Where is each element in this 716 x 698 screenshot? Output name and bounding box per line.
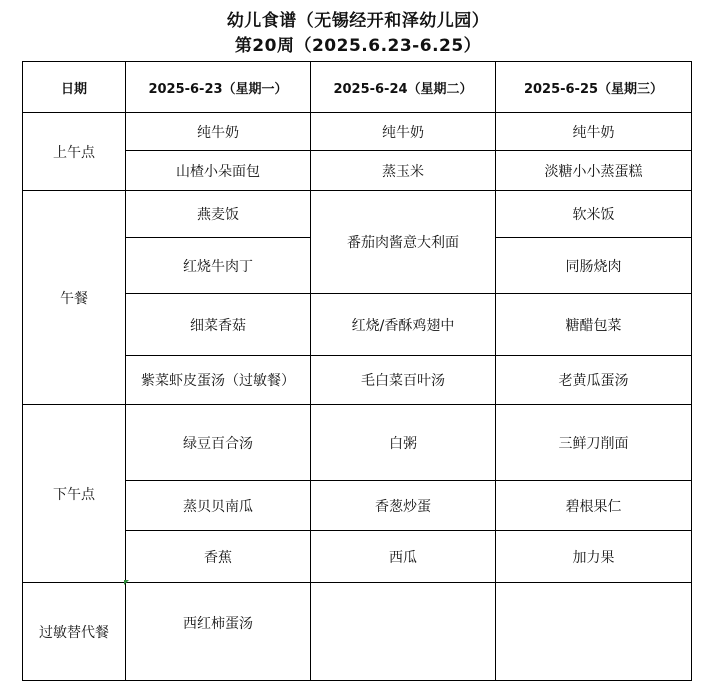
day-header-mon: 2025-6-23（星期一） [126, 62, 311, 113]
table-row [23, 113, 692, 151]
morning-snack-label: 上午点 [23, 113, 126, 191]
date-header: 日期 [23, 62, 126, 113]
menu-cell: 加力果 [496, 531, 692, 583]
menu-cell: 纯牛奶 [311, 113, 496, 151]
menu-cell: 碧根果仁 [496, 481, 692, 531]
table-row [23, 191, 692, 238]
menu-cell: 西瓜 [311, 531, 496, 583]
day-header-wed: 2025-6-25（星期三） [496, 62, 692, 113]
menu-cell: 绿豆百合汤 [126, 405, 311, 481]
menu-cell [311, 583, 496, 681]
header-row [23, 62, 692, 113]
menu-cell: 三鲜刀削面 [496, 405, 692, 481]
menu-cell: 西红柿蛋汤 [126, 583, 311, 681]
menu-cell: 香葱炒蛋 [311, 481, 496, 531]
menu-table [22, 61, 692, 681]
menu-cell: 纯牛奶 [496, 113, 692, 151]
menu-cell: 白粥 [311, 405, 496, 481]
menu-cell: 细菜香菇 [126, 294, 311, 356]
menu-cell: 红烧/香酥鸡翅中 [311, 294, 496, 356]
lunch-label: 午餐 [23, 191, 126, 405]
menu-cell: 软米饭 [496, 191, 692, 238]
menu-cell: 毛白菜百叶汤 [311, 356, 496, 405]
menu-cell: 红烧牛肉丁 [126, 238, 311, 294]
menu-title: 幼儿食谱（无锡经开和泽幼儿园） [226, 11, 490, 31]
afternoon-snack-label: 下午点 [23, 405, 126, 583]
table-row [23, 405, 692, 481]
allergy-label: 过敏替代餐 [23, 583, 126, 681]
menu-cell: 山楂小朵面包 [126, 151, 311, 191]
table-row [23, 583, 692, 681]
week-subtitle: 第20周（2025.6.23-6.25） [234, 36, 482, 56]
menu-cell: 蒸贝贝南瓜 [126, 481, 311, 531]
menu-cell: 糖醋包菜 [496, 294, 692, 356]
menu-cell: 蒸玉米 [311, 151, 496, 191]
day-header-tue: 2025-6-24（星期二） [311, 62, 496, 113]
menu-cell: 纯牛奶 [126, 113, 311, 151]
menu-cell [496, 583, 692, 681]
menu-cell: 淡糖小小蒸蛋糕 [496, 151, 692, 191]
menu-cell-merged: 番茄肉酱意大利面 [311, 191, 496, 294]
menu-cell: 紫菜虾皮蛋汤（过敏餐） [126, 356, 311, 405]
menu-cell: 同肠烧肉 [496, 238, 692, 294]
cell-comment-marker [124, 580, 129, 585]
menu-cell: 老黄瓜蛋汤 [496, 356, 692, 405]
menu-cell: 香蕉 [126, 531, 311, 583]
menu-cell: 燕麦饭 [126, 191, 311, 238]
